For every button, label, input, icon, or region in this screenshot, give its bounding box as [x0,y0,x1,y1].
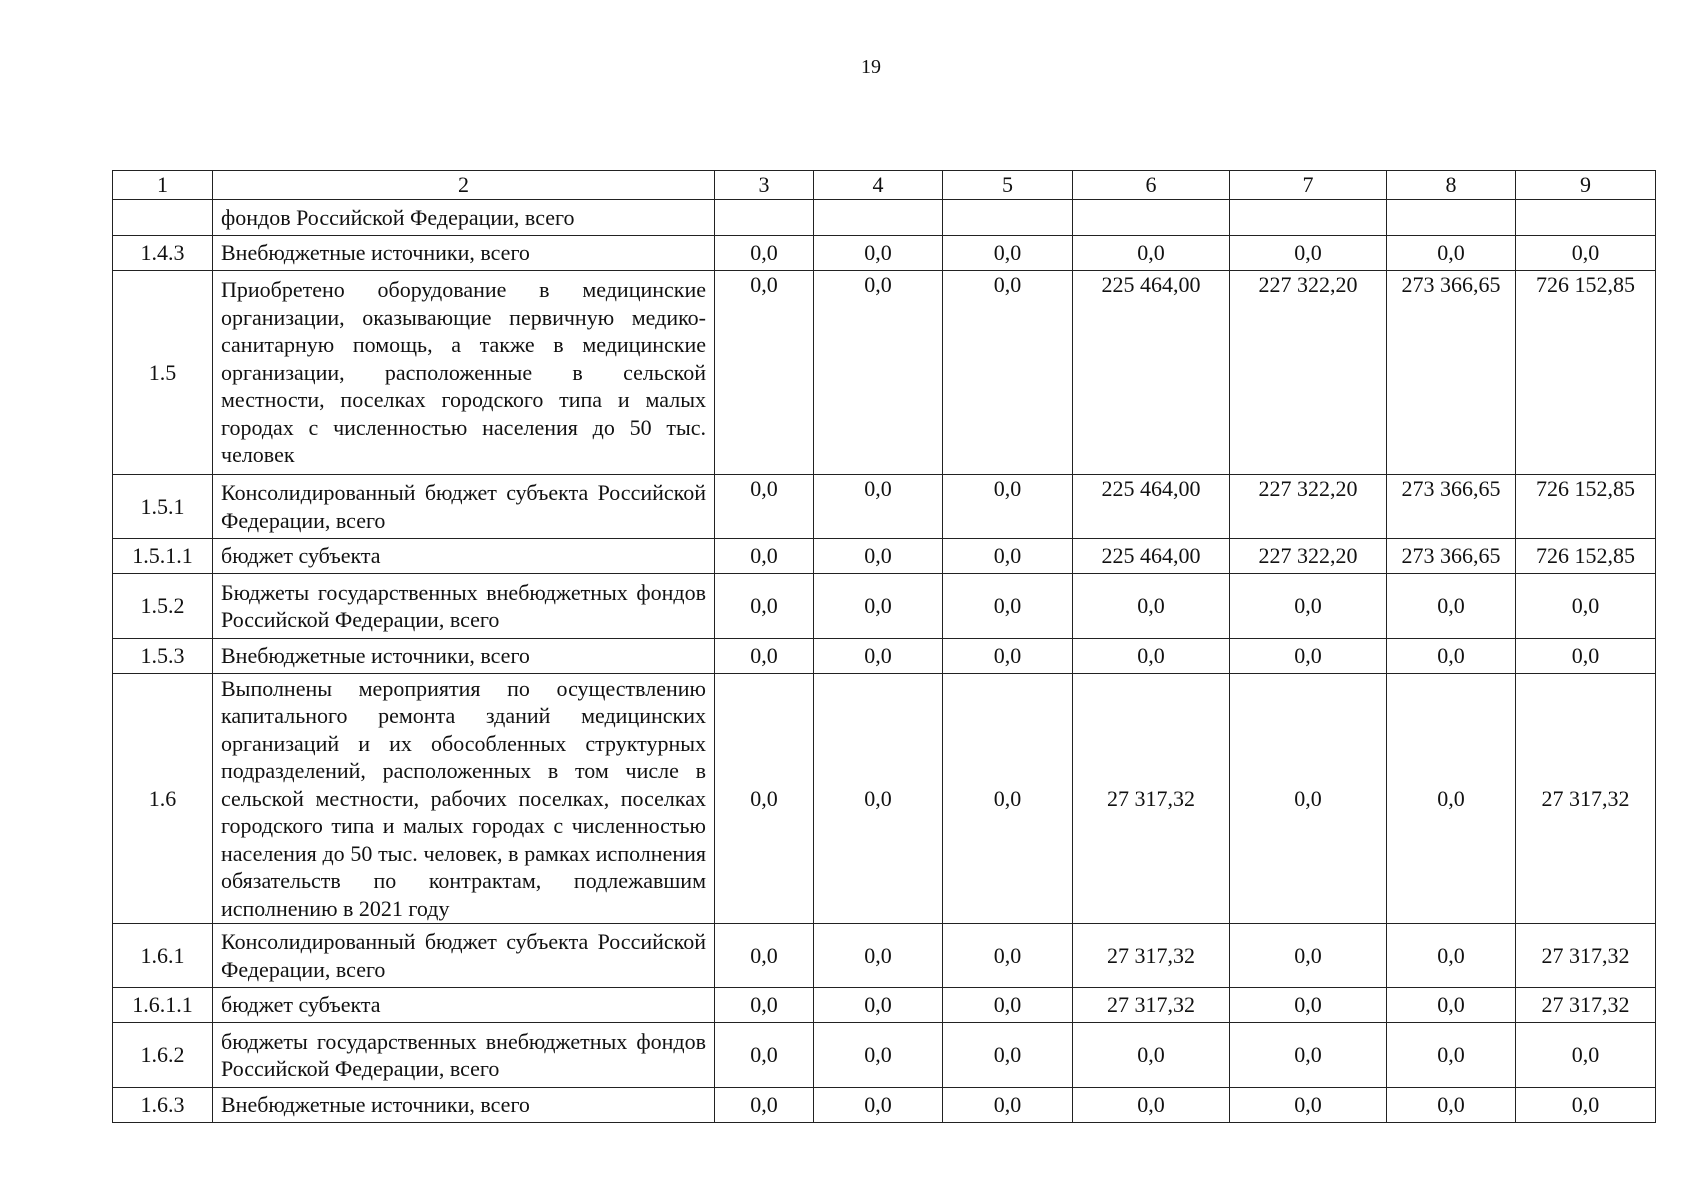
column-header: 9 [1516,171,1656,200]
value-cell: 0,0 [1230,639,1387,674]
value-cell: 0,0 [814,674,943,924]
value-cell: 0,0 [1516,1023,1656,1088]
value-cell [1387,200,1516,236]
column-header: 3 [715,171,814,200]
table-row [113,988,1656,1023]
value-cell: 0,0 [715,924,814,988]
value-cell [1516,200,1656,236]
value-cell: 0,0 [715,539,814,574]
table-row [113,574,1656,639]
row-number-cell: 1.4.3 [113,236,213,271]
value-cell: 0,0 [1230,1023,1387,1088]
row-description-cell: Выполнены мероприятия по осуществлению капитального ремонта зданий медицинских организаций и их обособленных структурных подразделений, расположенных в том числе в сельской местности, рабочих поселках, поселках городского типа и малых городах с численностью населения до 50 тыс. человек, в рамках исполнения обязательств по контрактам, подлежавшим исполнению в 2021 году [213,674,715,924]
row-description-cell: Приобретено оборудование в медицинские организации, оказывающие первичную медико-санитарную помощь, а также в медицинские организации, расположенные в сельской местности, поселках городского типа и малых городах с численностью населения до 50 тыс. человек [213,271,715,475]
value-cell: 0,0 [715,236,814,271]
value-cell: 0,0 [715,574,814,639]
value-cell: 0,0 [943,1023,1073,1088]
row-number-cell: 1.5.1.1 [113,539,213,574]
table-row [113,539,1656,574]
column-header: 8 [1387,171,1516,200]
value-cell: 225 464,00 [1073,475,1230,539]
value-cell: 0,0 [1516,236,1656,271]
value-cell [943,200,1073,236]
row-description-cell: Внебюджетные источники, всего [213,639,715,674]
row-description-cell: бюджет субъекта [213,988,715,1023]
value-cell: 0,0 [943,475,1073,539]
value-cell: 0,0 [814,924,943,988]
table-row [113,236,1656,271]
value-cell: 0,0 [1387,1023,1516,1088]
value-cell [1073,200,1230,236]
table-row [113,1088,1656,1123]
value-cell: 273 366,65 [1387,539,1516,574]
value-cell: 0,0 [1387,988,1516,1023]
value-cell: 0,0 [1073,574,1230,639]
value-cell: 0,0 [943,236,1073,271]
value-cell: 0,0 [715,1088,814,1123]
row-number-cell [113,200,213,236]
value-cell: 27 317,32 [1073,674,1230,924]
value-cell: 0,0 [1073,1023,1230,1088]
value-cell: 0,0 [1073,639,1230,674]
value-cell: 0,0 [1516,1088,1656,1123]
row-number-cell: 1.5 [113,271,213,475]
row-description-cell: Консолидированный бюджет субъекта Российской Федерации, всего [213,924,715,988]
row-number-cell: 1.6.3 [113,1088,213,1123]
value-cell: 227 322,20 [1230,539,1387,574]
value-cell: 273 366,65 [1387,475,1516,539]
value-cell [814,200,943,236]
row-number-cell: 1.6.1.1 [113,988,213,1023]
row-description-cell: бюджеты государственных внебюджетных фондов Российской Федерации, всего [213,1023,715,1088]
row-description-cell: Бюджеты государственных внебюджетных фондов Российской Федерации, всего [213,574,715,639]
value-cell: 0,0 [1387,1088,1516,1123]
value-cell: 726 152,85 [1516,271,1656,475]
value-cell: 0,0 [715,988,814,1023]
value-cell: 0,0 [715,1023,814,1088]
row-number-cell: 1.6.2 [113,1023,213,1088]
value-cell: 0,0 [1230,924,1387,988]
table-row [113,1023,1656,1088]
column-header: 1 [113,171,213,200]
value-cell: 0,0 [1387,236,1516,271]
row-number-cell: 1.6.1 [113,924,213,988]
value-cell: 0,0 [1516,574,1656,639]
value-cell: 0,0 [1387,924,1516,988]
value-cell: 0,0 [943,674,1073,924]
value-cell: 0,0 [814,639,943,674]
value-cell: 726 152,85 [1516,539,1656,574]
value-cell: 0,0 [943,539,1073,574]
row-description-cell: Внебюджетные источники, всего [213,236,715,271]
value-cell: 27 317,32 [1073,924,1230,988]
value-cell: 27 317,32 [1516,924,1656,988]
row-number-cell: 1.5.2 [113,574,213,639]
value-cell: 0,0 [1073,236,1230,271]
row-number-cell: 1.6 [113,674,213,924]
page-number: 19 [861,56,881,78]
value-cell: 27 317,32 [1516,988,1656,1023]
value-cell [715,200,814,236]
value-cell: 0,0 [1230,1088,1387,1123]
value-cell: 0,0 [1387,574,1516,639]
value-cell: 0,0 [1387,674,1516,924]
value-cell: 0,0 [814,236,943,271]
value-cell: 0,0 [1230,674,1387,924]
value-cell: 0,0 [814,539,943,574]
value-cell: 0,0 [715,639,814,674]
value-cell: 225 464,00 [1073,539,1230,574]
row-description-cell: Консолидированный бюджет субъекта Российской Федерации, всего [213,475,715,539]
column-header: 4 [814,171,943,200]
table-row [113,924,1656,988]
table-header-row [113,171,1656,200]
value-cell: 0,0 [943,639,1073,674]
value-cell: 27 317,32 [1073,988,1230,1023]
value-cell: 0,0 [1230,988,1387,1023]
row-description-cell: Внебюджетные источники, всего [213,1088,715,1123]
value-cell: 0,0 [1073,1088,1230,1123]
row-number-cell: 1.5.3 [113,639,213,674]
value-cell: 0,0 [943,924,1073,988]
value-cell: 227 322,20 [1230,271,1387,475]
value-cell: 0,0 [943,574,1073,639]
value-cell: 27 317,32 [1516,674,1656,924]
value-cell: 0,0 [814,271,943,475]
value-cell: 0,0 [814,1023,943,1088]
value-cell: 0,0 [1230,574,1387,639]
table-row [113,639,1656,674]
value-cell: 0,0 [814,475,943,539]
value-cell: 0,0 [814,1088,943,1123]
column-header: 2 [213,171,715,200]
table-row [113,674,1656,924]
value-cell: 0,0 [814,574,943,639]
value-cell: 0,0 [814,988,943,1023]
value-cell: 227 322,20 [1230,475,1387,539]
column-header: 6 [1073,171,1230,200]
value-cell: 0,0 [715,475,814,539]
value-cell: 0,0 [1516,639,1656,674]
value-cell: 0,0 [943,1088,1073,1123]
row-description-cell: бюджет субъекта [213,539,715,574]
value-cell: 273 366,65 [1387,271,1516,475]
value-cell: 0,0 [715,271,814,475]
row-description-cell: фондов Российской Федерации, всего [213,200,715,236]
value-cell: 0,0 [1230,236,1387,271]
budget-table [112,170,1656,1123]
table-row [113,475,1656,539]
value-cell: 0,0 [1387,639,1516,674]
value-cell: 0,0 [943,271,1073,475]
value-cell: 0,0 [715,674,814,924]
table-row [113,271,1656,475]
value-cell: 0,0 [943,988,1073,1023]
row-number-cell: 1.5.1 [113,475,213,539]
column-header: 5 [943,171,1073,200]
table-row [113,200,1656,236]
value-cell: 726 152,85 [1516,475,1656,539]
value-cell [1230,200,1387,236]
column-header: 7 [1230,171,1387,200]
value-cell: 225 464,00 [1073,271,1230,475]
